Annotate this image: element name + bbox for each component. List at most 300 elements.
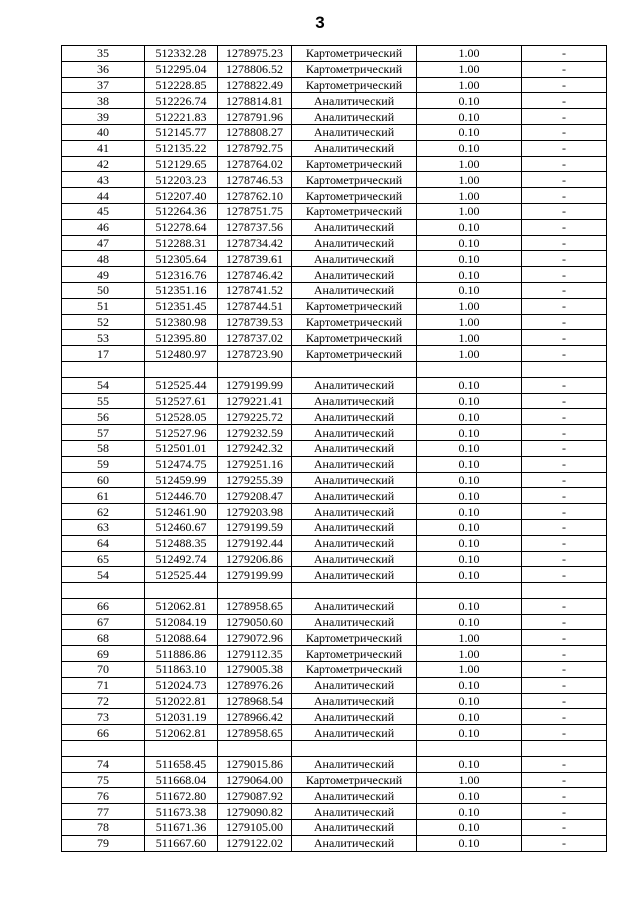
cell-accuracy: 0.10	[417, 267, 522, 283]
cell-point-number: 73	[62, 709, 145, 725]
cell-coord-y: 1278975.23	[218, 46, 292, 62]
cell-coord-y: 1279199.99	[218, 567, 292, 583]
cell-note: -	[522, 662, 607, 678]
cell-point-number: 17	[62, 346, 145, 362]
cell-accuracy: 0.10	[417, 820, 522, 836]
cell-coord-y: 1279122.02	[218, 835, 292, 851]
cell-coord-y	[218, 361, 292, 377]
cell-point-number: 70	[62, 662, 145, 678]
table-row	[62, 425, 607, 441]
cell-coord-x: 512022.81	[145, 693, 218, 709]
cell-accuracy	[417, 583, 522, 599]
cell-method: Аналитический	[292, 488, 417, 504]
cell-coord-x: 512525.44	[145, 377, 218, 393]
cell-method: Аналитический	[292, 820, 417, 836]
cell-coord-x: 511667.60	[145, 835, 218, 851]
cell-method: Картометрический	[292, 188, 417, 204]
cell-point-number: 66	[62, 725, 145, 741]
cell-accuracy: 0.10	[417, 804, 522, 820]
cell-coord-y: 1278822.49	[218, 77, 292, 93]
cell-coord-x: 512145.77	[145, 124, 218, 140]
cell-point-number: 56	[62, 409, 145, 425]
cell-point-number: 71	[62, 677, 145, 693]
cell-point-number: 36	[62, 61, 145, 77]
cell-coord-x: 512351.45	[145, 298, 218, 314]
cell-coord-y: 1278739.53	[218, 314, 292, 330]
table-row	[62, 504, 607, 520]
cell-note: -	[522, 472, 607, 488]
cell-accuracy: 0.10	[417, 219, 522, 235]
table-row	[62, 677, 607, 693]
cell-note: -	[522, 77, 607, 93]
cell-coord-y: 1278976.26	[218, 677, 292, 693]
cell-point-number	[62, 583, 145, 599]
cell-point-number: 60	[62, 472, 145, 488]
cell-method: Аналитический	[292, 93, 417, 109]
separator-row	[62, 361, 607, 377]
cell-method: Картометрический	[292, 172, 417, 188]
cell-coord-x	[145, 361, 218, 377]
table-row	[62, 835, 607, 851]
cell-coord-y: 1278764.02	[218, 156, 292, 172]
cell-note: -	[522, 61, 607, 77]
cell-coord-x: 512492.74	[145, 551, 218, 567]
table-row	[62, 188, 607, 204]
cell-coord-x: 512228.85	[145, 77, 218, 93]
coordinates-table-body	[62, 46, 607, 852]
cell-note	[522, 741, 607, 757]
cell-coord-x: 512380.98	[145, 314, 218, 330]
cell-note: -	[522, 709, 607, 725]
cell-method: Аналитический	[292, 124, 417, 140]
cell-point-number: 35	[62, 46, 145, 62]
cell-coord-x: 512316.76	[145, 267, 218, 283]
cell-accuracy: 0.10	[417, 235, 522, 251]
cell-note: -	[522, 46, 607, 62]
cell-accuracy: 0.10	[417, 393, 522, 409]
cell-accuracy: 1.00	[417, 314, 522, 330]
cell-note: -	[522, 393, 607, 409]
table-row	[62, 440, 607, 456]
cell-note: -	[522, 124, 607, 140]
cell-accuracy: 1.00	[417, 646, 522, 662]
cell-accuracy: 1.00	[417, 630, 522, 646]
table-row	[62, 267, 607, 283]
cell-accuracy: 0.10	[417, 535, 522, 551]
table-row	[62, 93, 607, 109]
cell-method: Картометрический	[292, 314, 417, 330]
table-row	[62, 598, 607, 614]
cell-note: -	[522, 409, 607, 425]
cell-coord-x	[145, 741, 218, 757]
table-row	[62, 282, 607, 298]
cell-coord-x: 512395.80	[145, 330, 218, 346]
cell-note: -	[522, 235, 607, 251]
cell-coord-y: 1279199.59	[218, 519, 292, 535]
table-row	[62, 219, 607, 235]
cell-method	[292, 741, 417, 757]
cell-method: Аналитический	[292, 567, 417, 583]
cell-method: Аналитический	[292, 377, 417, 393]
cell-method	[292, 583, 417, 599]
table-row	[62, 203, 607, 219]
cell-note: -	[522, 251, 607, 267]
cell-note: -	[522, 219, 607, 235]
table-row	[62, 567, 607, 583]
table-row	[62, 409, 607, 425]
cell-accuracy: 1.00	[417, 772, 522, 788]
cell-coord-x: 511658.45	[145, 756, 218, 772]
cell-point-number: 72	[62, 693, 145, 709]
cell-method: Аналитический	[292, 409, 417, 425]
cell-coord-y: 1278737.02	[218, 330, 292, 346]
cell-coord-x: 512024.73	[145, 677, 218, 693]
cell-method: Картометрический	[292, 346, 417, 362]
cell-coord-x: 512088.64	[145, 630, 218, 646]
cell-accuracy: 0.10	[417, 504, 522, 520]
cell-point-number: 62	[62, 504, 145, 520]
cell-note: -	[522, 535, 607, 551]
cell-accuracy	[417, 361, 522, 377]
cell-coord-y: 1279064.00	[218, 772, 292, 788]
cell-coord-x: 512264.36	[145, 203, 218, 219]
cell-note: -	[522, 693, 607, 709]
cell-point-number: 78	[62, 820, 145, 836]
cell-method: Картометрический	[292, 630, 417, 646]
cell-point-number: 47	[62, 235, 145, 251]
cell-accuracy: 0.10	[417, 551, 522, 567]
cell-coord-x: 511672.80	[145, 788, 218, 804]
cell-accuracy	[417, 741, 522, 757]
cell-coord-y: 1279072.96	[218, 630, 292, 646]
cell-method: Картометрический	[292, 156, 417, 172]
cell-point-number: 61	[62, 488, 145, 504]
cell-method: Картометрический	[292, 61, 417, 77]
cell-coord-x	[145, 583, 218, 599]
cell-coord-x: 512031.19	[145, 709, 218, 725]
cell-coord-y: 1279192.44	[218, 535, 292, 551]
cell-coord-y: 1278744.51	[218, 298, 292, 314]
cell-coord-y: 1279203.98	[218, 504, 292, 520]
cell-coord-x: 511863.10	[145, 662, 218, 678]
cell-method: Аналитический	[292, 267, 417, 283]
cell-coord-y: 1278751.75	[218, 203, 292, 219]
cell-note: -	[522, 298, 607, 314]
cell-accuracy: 0.10	[417, 835, 522, 851]
table-row	[62, 77, 607, 93]
cell-method: Картометрический	[292, 772, 417, 788]
cell-note: -	[522, 788, 607, 804]
cell-coord-y: 1278762.10	[218, 188, 292, 204]
table-row	[62, 788, 607, 804]
cell-coord-x: 512295.04	[145, 61, 218, 77]
cell-method: Аналитический	[292, 598, 417, 614]
table-row	[62, 820, 607, 836]
cell-method: Аналитический	[292, 393, 417, 409]
cell-accuracy: 1.00	[417, 298, 522, 314]
table-row	[62, 725, 607, 741]
cell-point-number: 57	[62, 425, 145, 441]
cell-coord-x: 511671.36	[145, 820, 218, 836]
cell-note: -	[522, 567, 607, 583]
cell-note: -	[522, 488, 607, 504]
cell-accuracy: 0.10	[417, 567, 522, 583]
cell-coord-y: 1278734.42	[218, 235, 292, 251]
cell-coord-y: 1278792.75	[218, 140, 292, 156]
cell-point-number: 68	[62, 630, 145, 646]
cell-accuracy: 0.10	[417, 677, 522, 693]
table-row	[62, 693, 607, 709]
table-row	[62, 393, 607, 409]
cell-coord-y: 1279251.16	[218, 456, 292, 472]
cell-coord-x: 512207.40	[145, 188, 218, 204]
cell-coord-x: 512459.99	[145, 472, 218, 488]
cell-method: Аналитический	[292, 504, 417, 520]
cell-note: -	[522, 314, 607, 330]
cell-accuracy: 0.10	[417, 693, 522, 709]
cell-coord-x: 512474.75	[145, 456, 218, 472]
cell-accuracy: 0.10	[417, 251, 522, 267]
cell-method: Картометрический	[292, 203, 417, 219]
cell-method: Аналитический	[292, 519, 417, 535]
cell-coord-y: 1278958.65	[218, 725, 292, 741]
cell-note: -	[522, 140, 607, 156]
cell-accuracy: 1.00	[417, 77, 522, 93]
table-row	[62, 377, 607, 393]
cell-coord-y: 1278737.56	[218, 219, 292, 235]
cell-note: -	[522, 725, 607, 741]
cell-accuracy: 0.10	[417, 709, 522, 725]
cell-coord-y: 1279112.35	[218, 646, 292, 662]
cell-point-number: 40	[62, 124, 145, 140]
table-row	[62, 488, 607, 504]
cell-note: -	[522, 203, 607, 219]
cell-note	[522, 361, 607, 377]
table-row	[62, 235, 607, 251]
cell-point-number: 65	[62, 551, 145, 567]
table-row	[62, 124, 607, 140]
cell-coord-y: 1279087.92	[218, 788, 292, 804]
cell-coord-y: 1278966.42	[218, 709, 292, 725]
table-row	[62, 46, 607, 62]
cell-method: Картометрический	[292, 298, 417, 314]
cell-point-number: 54	[62, 567, 145, 583]
cell-note: -	[522, 440, 607, 456]
cell-coord-x: 512062.81	[145, 598, 218, 614]
cell-method: Аналитический	[292, 109, 417, 125]
cell-method: Картометрический	[292, 46, 417, 62]
cell-note: -	[522, 172, 607, 188]
cell-coord-x: 511886.86	[145, 646, 218, 662]
cell-note: -	[522, 156, 607, 172]
cell-coord-x: 512226.74	[145, 93, 218, 109]
cell-accuracy: 0.10	[417, 440, 522, 456]
cell-accuracy: 1.00	[417, 662, 522, 678]
cell-accuracy: 1.00	[417, 203, 522, 219]
cell-note: -	[522, 772, 607, 788]
cell-method: Аналитический	[292, 709, 417, 725]
cell-coord-x: 512129.65	[145, 156, 218, 172]
cell-accuracy: 0.10	[417, 409, 522, 425]
cell-method: Аналитический	[292, 425, 417, 441]
cell-point-number: 38	[62, 93, 145, 109]
cell-note: -	[522, 519, 607, 535]
cell-accuracy: 1.00	[417, 61, 522, 77]
coordinates-table	[61, 45, 607, 852]
cell-coord-y: 1279232.59	[218, 425, 292, 441]
cell-note	[522, 583, 607, 599]
cell-note: -	[522, 646, 607, 662]
cell-point-number: 77	[62, 804, 145, 820]
cell-coord-y: 1279090.82	[218, 804, 292, 820]
cell-accuracy: 0.10	[417, 598, 522, 614]
cell-method: Аналитический	[292, 677, 417, 693]
table-row	[62, 551, 607, 567]
cell-note: -	[522, 377, 607, 393]
cell-accuracy: 0.10	[417, 377, 522, 393]
cell-coord-x: 511668.04	[145, 772, 218, 788]
cell-method: Аналитический	[292, 140, 417, 156]
cell-point-number: 51	[62, 298, 145, 314]
cell-coord-y: 1279221.41	[218, 393, 292, 409]
cell-coord-y: 1279225.72	[218, 409, 292, 425]
cell-method: Аналитический	[292, 235, 417, 251]
cell-method: Аналитический	[292, 440, 417, 456]
cell-coord-y: 1279255.39	[218, 472, 292, 488]
cell-coord-y: 1278723.90	[218, 346, 292, 362]
cell-coord-y: 1278741.52	[218, 282, 292, 298]
cell-method: Картометрический	[292, 646, 417, 662]
cell-accuracy: 1.00	[417, 330, 522, 346]
cell-point-number: 79	[62, 835, 145, 851]
table-row	[62, 472, 607, 488]
cell-method: Аналитический	[292, 551, 417, 567]
cell-point-number: 74	[62, 756, 145, 772]
cell-coord-x: 512203.23	[145, 172, 218, 188]
cell-accuracy: 0.10	[417, 472, 522, 488]
separator-row	[62, 741, 607, 757]
cell-coord-x: 512288.31	[145, 235, 218, 251]
cell-coord-y: 1279105.00	[218, 820, 292, 836]
cell-point-number: 50	[62, 282, 145, 298]
cell-note: -	[522, 835, 607, 851]
cell-point-number: 54	[62, 377, 145, 393]
table-row	[62, 298, 607, 314]
table-row	[62, 519, 607, 535]
cell-note: -	[522, 346, 607, 362]
cell-method: Аналитический	[292, 535, 417, 551]
cell-accuracy: 1.00	[417, 172, 522, 188]
cell-note: -	[522, 598, 607, 614]
cell-method: Аналитический	[292, 614, 417, 630]
cell-coord-y	[218, 583, 292, 599]
cell-coord-x: 512527.96	[145, 425, 218, 441]
cell-coord-x: 512446.70	[145, 488, 218, 504]
cell-note: -	[522, 804, 607, 820]
cell-coord-x: 512062.81	[145, 725, 218, 741]
cell-point-number: 64	[62, 535, 145, 551]
table-row	[62, 156, 607, 172]
cell-method: Аналитический	[292, 472, 417, 488]
cell-method: Аналитический	[292, 456, 417, 472]
table-row	[62, 535, 607, 551]
cell-coord-x: 512501.01	[145, 440, 218, 456]
cell-point-number: 67	[62, 614, 145, 630]
cell-coord-x: 512351.16	[145, 282, 218, 298]
cell-coord-y: 1279208.47	[218, 488, 292, 504]
table-row	[62, 314, 607, 330]
cell-note: -	[522, 630, 607, 646]
cell-point-number: 52	[62, 314, 145, 330]
cell-coord-x: 512332.28	[145, 46, 218, 62]
cell-accuracy: 0.10	[417, 109, 522, 125]
cell-coord-x: 512084.19	[145, 614, 218, 630]
cell-accuracy: 1.00	[417, 188, 522, 204]
cell-point-number: 63	[62, 519, 145, 535]
cell-accuracy: 0.10	[417, 519, 522, 535]
table-row	[62, 756, 607, 772]
cell-accuracy: 0.10	[417, 124, 522, 140]
cell-point-number: 37	[62, 77, 145, 93]
cell-accuracy: 1.00	[417, 46, 522, 62]
cell-coord-x: 512461.90	[145, 504, 218, 520]
table-row	[62, 251, 607, 267]
cell-point-number: 76	[62, 788, 145, 804]
cell-coord-x: 512305.64	[145, 251, 218, 267]
cell-coord-y	[218, 741, 292, 757]
table-row	[62, 662, 607, 678]
cell-coord-y: 1279050.60	[218, 614, 292, 630]
cell-coord-y: 1278814.81	[218, 93, 292, 109]
cell-method: Картометрический	[292, 662, 417, 678]
cell-coord-y: 1279005.38	[218, 662, 292, 678]
cell-coord-x: 512480.97	[145, 346, 218, 362]
cell-note: -	[522, 93, 607, 109]
cell-note: -	[522, 456, 607, 472]
cell-method: Аналитический	[292, 725, 417, 741]
cell-coord-y: 1278958.65	[218, 598, 292, 614]
table-row	[62, 172, 607, 188]
table-row	[62, 804, 607, 820]
cell-point-number: 49	[62, 267, 145, 283]
cell-accuracy: 0.10	[417, 93, 522, 109]
table-row	[62, 61, 607, 77]
cell-coord-x: 512527.61	[145, 393, 218, 409]
cell-note: -	[522, 330, 607, 346]
cell-coord-y: 1278808.27	[218, 124, 292, 140]
cell-accuracy: 0.10	[417, 756, 522, 772]
cell-accuracy: 1.00	[417, 156, 522, 172]
cell-accuracy: 0.10	[417, 725, 522, 741]
cell-accuracy: 0.10	[417, 282, 522, 298]
cell-note: -	[522, 756, 607, 772]
cell-point-number: 45	[62, 203, 145, 219]
cell-coord-y: 1279206.86	[218, 551, 292, 567]
cell-method: Аналитический	[292, 835, 417, 851]
cell-point-number: 39	[62, 109, 145, 125]
cell-note: -	[522, 551, 607, 567]
cell-point-number: 53	[62, 330, 145, 346]
cell-method: Аналитический	[292, 756, 417, 772]
cell-coord-y: 1278746.53	[218, 172, 292, 188]
cell-method: Аналитический	[292, 251, 417, 267]
cell-accuracy: 0.10	[417, 488, 522, 504]
cell-accuracy: 0.10	[417, 788, 522, 804]
table-row	[62, 772, 607, 788]
cell-coord-y: 1278739.61	[218, 251, 292, 267]
cell-method: Аналитический	[292, 219, 417, 235]
table-row	[62, 646, 607, 662]
